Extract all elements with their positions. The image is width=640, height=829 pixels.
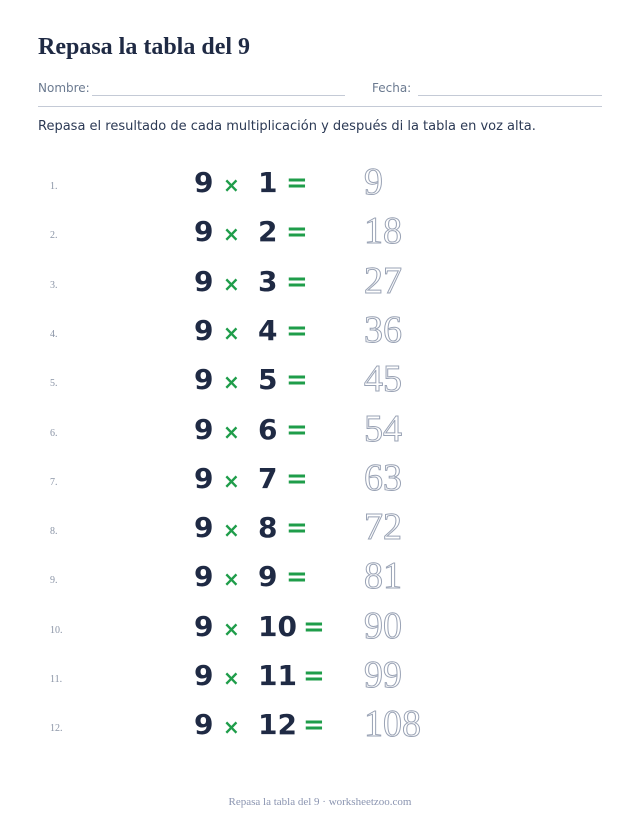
exercise-number: 9. [50, 575, 58, 587]
multiplier: 2 [258, 215, 278, 249]
exercise-number: 11. [50, 674, 63, 685]
exercise-number: 2. [50, 230, 58, 242]
multiplicand: 9 [194, 461, 214, 495]
times-sign: × [223, 616, 240, 641]
multiplicand: 9 [194, 609, 214, 643]
equals-sign: = [286, 168, 308, 198]
exercise-row [0, 407, 640, 456]
traceable-answer[interactable]: 108 [364, 703, 421, 746]
exercise-number: 12. [50, 723, 63, 735]
exercise-number: 10. [50, 624, 63, 636]
multiplicand: 9 [194, 412, 214, 446]
multiplicand: 9 [194, 659, 214, 692]
exercise-number: 8. [50, 526, 58, 538]
equals-sign: = [286, 217, 308, 248]
exercise-row [0, 308, 640, 357]
equals-sign: = [286, 315, 308, 346]
multiplicand: 9 [194, 313, 214, 347]
times-sign: × [223, 518, 240, 543]
times-sign: × [223, 320, 240, 345]
traceable-answer[interactable]: 81 [364, 555, 402, 598]
traceable-answer[interactable]: 54 [364, 407, 402, 450]
exercise-row [0, 654, 640, 702]
multiplier: 9 [258, 560, 278, 594]
traceable-answer[interactable]: 18 [364, 210, 402, 253]
multiplier: 5 [258, 363, 278, 397]
traceable-answer[interactable]: 27 [364, 259, 402, 302]
traceable-answer[interactable]: 36 [364, 308, 402, 351]
times-sign: × [223, 666, 240, 690]
exercise-number: 4. [50, 328, 58, 340]
times-sign: × [223, 567, 240, 592]
equals-sign: = [286, 513, 308, 544]
times-sign: × [223, 173, 240, 197]
equals-sign: = [303, 710, 325, 741]
equals-sign: = [303, 611, 325, 642]
multiplier: 1 [258, 166, 278, 199]
page-title: Repasa la tabla del 9 [38, 34, 251, 60]
exercise-row [0, 358, 640, 406]
multiplicand: 9 [194, 264, 214, 298]
traceable-answer[interactable]: 45 [364, 358, 402, 401]
times-sign: × [223, 419, 240, 444]
multiplicand: 9 [194, 708, 214, 742]
multiplicand: 9 [194, 560, 214, 594]
multiplicand: 9 [194, 215, 214, 249]
exercise-row [0, 210, 640, 258]
exercise-number: 1. [50, 181, 58, 192]
equals-sign: = [286, 562, 308, 593]
times-sign: × [223, 468, 240, 493]
exercise-number: 7. [50, 476, 58, 488]
exercise-row [0, 161, 640, 209]
equals-sign: = [286, 365, 308, 396]
times-sign: × [223, 271, 240, 296]
times-sign: × [223, 715, 240, 740]
multiplicand: 9 [194, 166, 214, 199]
exercise-row [0, 506, 640, 554]
times-sign: × [223, 222, 240, 247]
multiplicand: 9 [194, 363, 214, 397]
equals-sign: = [286, 414, 308, 445]
multiplier: 12 [258, 708, 297, 742]
multiplicand: 9 [194, 511, 214, 545]
exercise-row [0, 259, 640, 308]
footer-text: Repasa la tabla del 9 · worksheetzoo.com [228, 796, 412, 808]
exercise-number: 3. [50, 279, 58, 291]
equals-sign: = [286, 463, 308, 494]
date-label: Fecha: [372, 81, 412, 95]
multiplier: 3 [258, 264, 278, 298]
exercise-number: 5. [50, 378, 58, 390]
exercise-number: 6. [50, 427, 58, 439]
exercise-row [0, 703, 640, 751]
traceable-answer[interactable]: 90 [364, 604, 402, 647]
exercise-row [0, 555, 640, 603]
equals-sign: = [286, 266, 308, 297]
traceable-answer[interactable]: 63 [364, 456, 402, 499]
multiplier: 4 [258, 313, 278, 347]
traceable-answer[interactable]: 9 [364, 161, 383, 203]
instructions-text: Repasa el resultado de cada multiplicación y después di la tabla en voz alta. [38, 119, 536, 134]
multiplier: 11 [258, 659, 297, 692]
exercise-row [0, 456, 640, 505]
multiplier: 8 [258, 511, 278, 545]
name-label: Nombre: [38, 81, 90, 95]
equals-sign: = [303, 661, 325, 691]
exercise-row [0, 604, 640, 653]
multiplier: 10 [258, 609, 297, 643]
traceable-answer[interactable]: 99 [364, 654, 402, 696]
times-sign: × [223, 370, 240, 395]
traceable-answer[interactable]: 72 [364, 506, 402, 549]
multiplier: 6 [258, 412, 278, 446]
multiplier: 7 [258, 461, 278, 495]
